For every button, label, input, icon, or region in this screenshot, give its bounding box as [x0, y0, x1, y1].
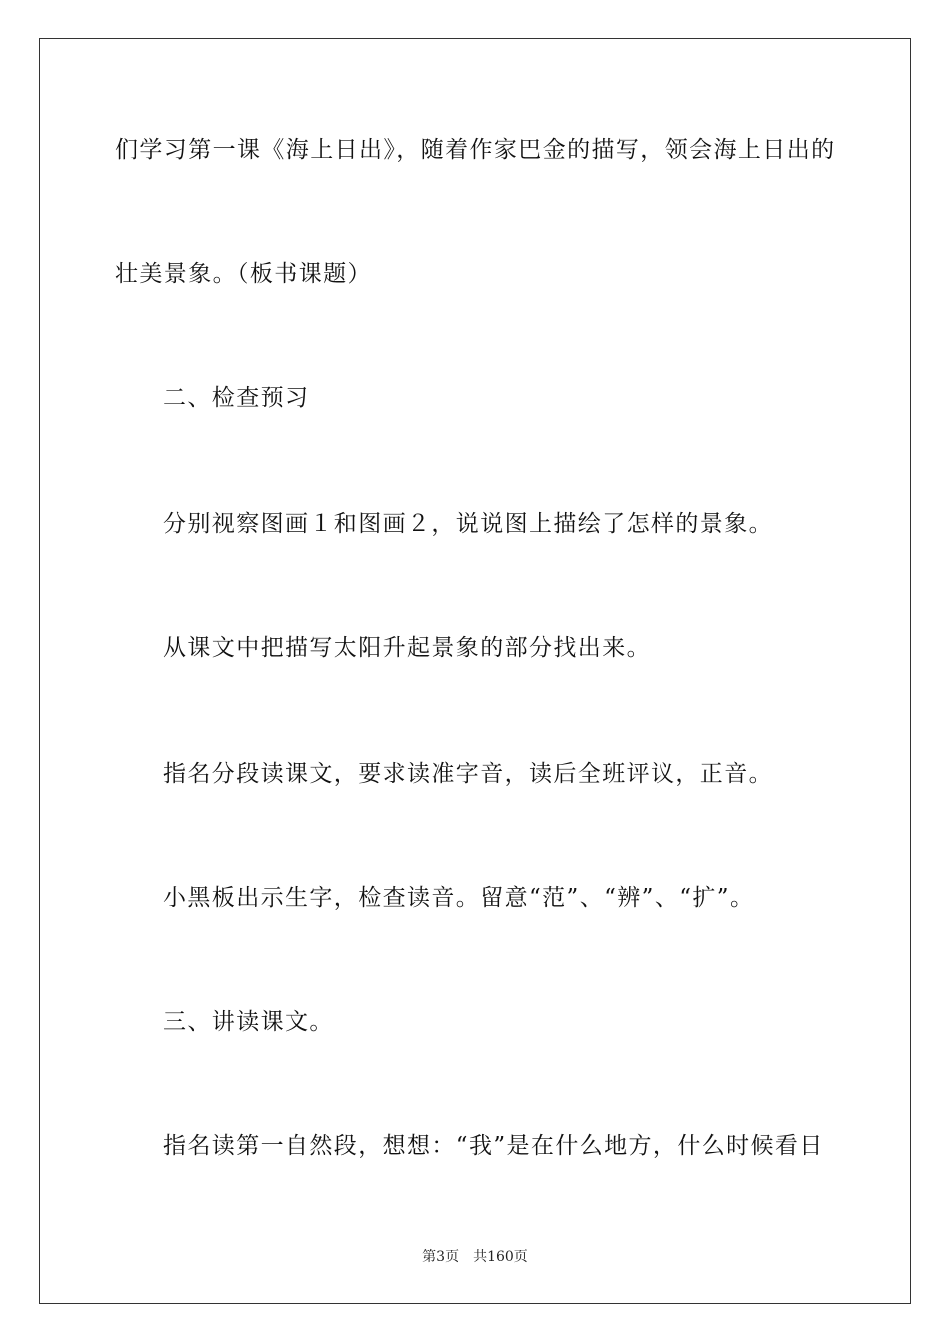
body-text-line-6: 指名分段读课文，要求读准字音，读后全班评议，正音。: [163, 761, 773, 787]
body-text-line-5: 从课文中把描写太阳升起景象的部分找出来。: [163, 635, 651, 661]
page-border: [39, 38, 911, 1304]
body-text-line-1: 们学习第一课《海上日出》，随着作家巴金的描写，领会海上日出的: [115, 137, 836, 163]
body-text-line-4: 分别视察图画１和图画２，说说图上描绘了怎样的景象。: [163, 511, 773, 537]
section-heading-reading: 三、讲读课文。: [163, 1009, 334, 1035]
body-text-line-7: 小黑板出示生字，检查读音。留意“范”、“辨”、“扩”。: [163, 885, 755, 911]
body-text-line-9: 指名读第一自然段，想想：“我”是在什么地方，什么时候看日: [163, 1133, 824, 1159]
page-number-footer: 第3页 共160页: [422, 1249, 528, 1265]
section-heading-preview: 二、检查预习: [163, 385, 310, 411]
body-text-line-2: 壮美景象。（板书课题）: [115, 261, 372, 287]
